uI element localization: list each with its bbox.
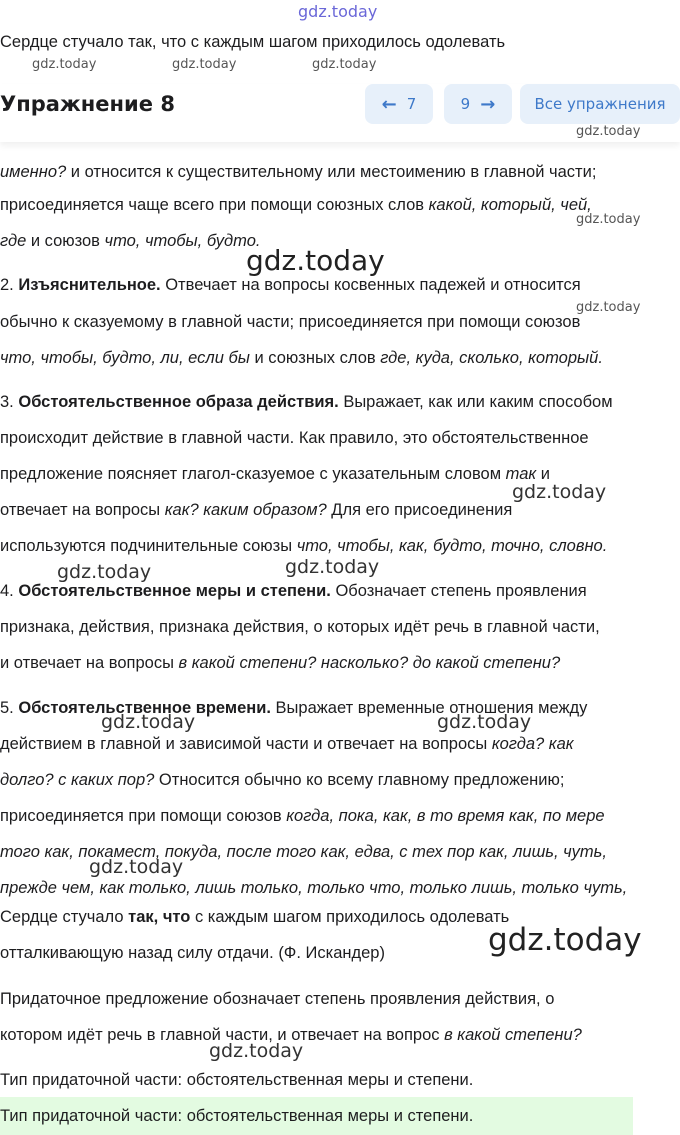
text-line: что, чтобы, будто, ли, если бы и союзных слов где, куда, сколько, который. <box>0 349 603 367</box>
text-line: отвечает на вопросы как? каким образом? Для его присоединения <box>0 501 513 519</box>
arrow-right-icon: → <box>480 93 496 115</box>
text-line: где и союзов что, чтобы, будто. <box>0 232 261 250</box>
watermark: gdz.today <box>576 212 641 227</box>
text-line: используются подчинительные союзы что, чтобы, как, будто, точно, словно. <box>0 537 608 555</box>
text-line: 2. Изъяснительное. Отвечает на вопросы косвенных падежей и относится <box>0 276 581 294</box>
exercise-header <box>0 84 680 142</box>
text-line: 5. Обстоятельственное времени. Выражает временные отношения между <box>0 699 588 717</box>
text-line: Придаточное предложение обозначает степень проявления действия, о <box>0 990 555 1008</box>
prev-exercise-button[interactable] <box>365 84 433 124</box>
arrow-left-icon: ← <box>381 93 397 115</box>
watermark: gdz.today <box>246 244 385 277</box>
watermark: gdz.today <box>576 300 641 315</box>
text-line: 4. Обстоятельственное меры и степени. Обозначает степень проявления <box>0 582 587 600</box>
text-line: долго? с каких пор? Относится обычно ко всему главному предложению; <box>0 771 565 789</box>
text-line: того как, покамест, покуда, после того как, едва, с тех пор как, лишь, чуть, <box>0 843 607 861</box>
text-line: котором идёт речь в главной части, и отвечает на вопрос в какой степени? <box>0 1026 582 1044</box>
page-title: Упражнение 8 <box>0 92 175 116</box>
text-line: предложение поясняет глагол-сказуемое с указательным словом так и <box>0 465 550 483</box>
watermark: gdz.today <box>576 124 641 139</box>
answer-line: Тип придаточной части: обстоятельственная меры и степени. <box>0 1107 474 1125</box>
watermark: gdz.today <box>57 561 152 583</box>
next-exercise-button[interactable] <box>444 84 512 124</box>
text-line: и отвечает на вопросы в какой степени? насколько? до какой степени? <box>0 654 561 672</box>
watermark: gdz.today <box>285 556 380 578</box>
watermark: gdz.today <box>298 2 378 21</box>
text-line: признака, действия, признака действия, о которых идёт речь в главной части, <box>0 618 600 636</box>
text-line: отталкивающую назад силу отдачи. (Ф. Искандер) <box>0 944 385 962</box>
all-exercises-button[interactable]: Все упражнения <box>520 84 680 124</box>
text-line: именно? и относится к существительному или местоимению в главной части; <box>0 163 597 181</box>
watermark: gdz.today <box>512 481 607 503</box>
intro-sentence: Сердце стучало так, что с каждым шагом приходилось одолевать <box>0 33 506 51</box>
text-line: обычно к сказуемому в главной части; присоединяется при помощи союзов <box>0 313 581 331</box>
text-line: прежде чем, как только, лишь только, только что, только лишь, только чуть, <box>0 879 628 897</box>
watermark: gdz.today <box>437 711 532 733</box>
text-line: Сердце стучало так, что с каждым шагом приходилось одолевать <box>0 908 510 926</box>
watermark: gdz.today <box>89 856 184 878</box>
text-line: присоединяется при помощи союзов когда, пока, как, в то время как, по мере <box>0 807 605 825</box>
watermark: gdz.today <box>172 57 237 72</box>
text-line: присоединяется чаще всего при помощи союзных слов какой, который, чей, <box>0 196 592 214</box>
watermark: gdz.today <box>209 1040 304 1062</box>
watermark: gdz.today <box>312 57 377 72</box>
text-line: Тип придаточной части: обстоятельственная меры и степени. <box>0 1071 474 1089</box>
next-number: 9 <box>460 95 471 113</box>
watermark: gdz.today <box>32 57 97 72</box>
text-line: происходит действие в главной части. Как правило, это обстоятельственное <box>0 429 589 447</box>
text-line: 3. Обстоятельственное образа действия. Выражает, как или каким способом <box>0 393 613 411</box>
prev-number: 7 <box>406 95 417 113</box>
watermark: gdz.today <box>101 711 196 733</box>
watermark: gdz.today <box>488 922 642 958</box>
text-line: действием в главной и зависимой части и отвечает на вопросы когда? как <box>0 735 574 753</box>
